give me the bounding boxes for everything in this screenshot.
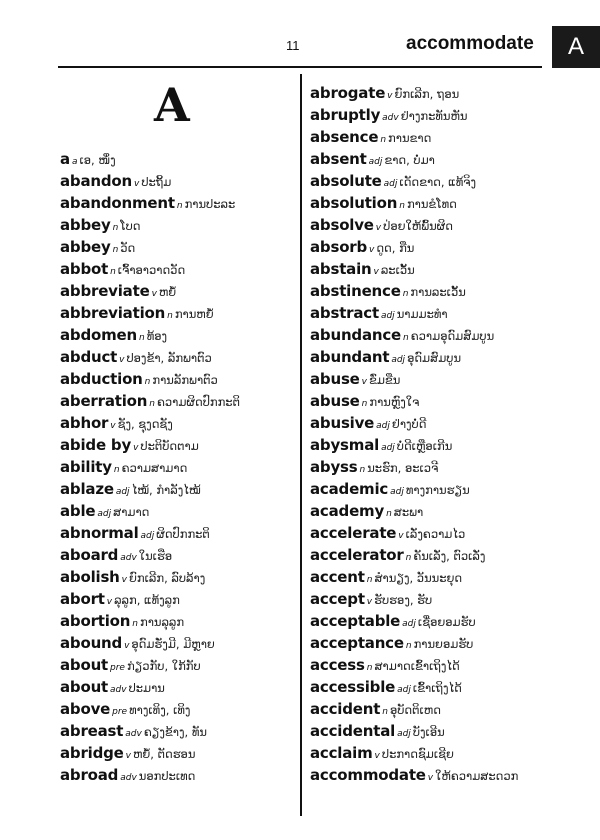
entry-headword: about	[60, 656, 109, 674]
dictionary-entry	[60, 258, 296, 280]
entry-part-of-speech: n	[366, 575, 373, 585]
entry-translation: ຄັນເລັ່ງ, ຕົວເລັ່ງ	[413, 549, 486, 563]
entry-part-of-speech: v	[374, 751, 380, 761]
dictionary-entry	[310, 82, 546, 104]
entry-headword: aboard	[60, 546, 119, 564]
dictionary-entry	[310, 566, 546, 588]
entry-headword: academy	[310, 502, 385, 520]
dictionary-entry	[60, 236, 296, 258]
dictionary-entry	[310, 104, 546, 126]
entry-headword: abbreviation	[60, 304, 166, 322]
entry-headword: abridge	[60, 744, 124, 762]
column-divider	[300, 74, 302, 816]
entry-headword: above	[60, 700, 111, 718]
entry-part-of-speech: n	[149, 399, 155, 409]
dictionary-entry	[60, 390, 296, 412]
dictionary-entry	[60, 302, 296, 324]
entry-headword: abuse	[310, 370, 360, 388]
entry-headword: aberration	[60, 392, 148, 410]
entry-translation: ຄວາມອຸດົມສົມບູນ	[410, 329, 495, 343]
entry-translation: ການລະເວັ້ນ	[410, 285, 466, 299]
entry-translation: ຂາດ, ບໍ່ມາ	[384, 153, 435, 167]
entry-translation: ເຊື່ອຍອມຮັບ	[417, 615, 476, 629]
dictionary-entry	[60, 148, 296, 170]
entry-part-of-speech: a	[71, 157, 78, 167]
entry-translation: ຍົກເລີກ, ລົບລ້າງ	[128, 571, 206, 585]
entry-translation: ເອ, ໜຶ່ງ	[79, 153, 116, 167]
entry-translation: ເລັ່ງຄວາມໄວ	[405, 527, 466, 541]
entry-translation: ປອງຂ້າ, ລັກພາຕົວ	[126, 351, 212, 365]
entry-translation: ການຫຍໍ້	[174, 307, 214, 321]
entry-translation: ການຫຼົງໃຈ	[369, 395, 420, 409]
entry-translation: ໃຫ້ຄວາມສະດວກ	[435, 769, 519, 783]
entry-part-of-speech: n	[138, 333, 145, 343]
entry-part-of-speech: adj	[391, 355, 406, 365]
entry-headword: abolish	[60, 568, 120, 586]
entry-headword: accent	[310, 568, 365, 586]
entry-part-of-speech: adj	[376, 421, 390, 431]
entry-headword: absolute	[310, 172, 382, 190]
entry-headword: abdomen	[60, 326, 137, 344]
entry-part-of-speech: adv	[125, 729, 142, 739]
page-number: 11	[286, 38, 300, 53]
entry-headword: abstract	[310, 304, 379, 322]
entry-headword: accidental	[310, 722, 396, 740]
dictionary-entry	[60, 456, 296, 478]
dictionary-entry	[60, 346, 296, 368]
entry-translation: ເຈົ້າອາວາດວັດ	[117, 263, 186, 277]
dictionary-entry	[60, 720, 296, 742]
entry-translation: ທາງເທິງ, ເທິງ	[129, 703, 191, 717]
dictionary-entry	[60, 654, 296, 676]
dictionary-entry	[60, 588, 296, 610]
dictionary-entry	[310, 170, 546, 192]
entry-part-of-speech: v	[119, 355, 125, 365]
entry-translation: ອຸດົມສົມບູນ	[407, 351, 462, 365]
dictionary-entry	[310, 500, 546, 522]
dictionary-entry	[60, 192, 296, 214]
entry-part-of-speech: n	[359, 465, 366, 475]
entry-part-of-speech: v	[133, 179, 140, 189]
dictionary-entry	[60, 280, 296, 302]
entry-translation: ເຂົ້າເຖິງໄດ້	[412, 681, 462, 695]
dictionary-entry	[310, 302, 546, 324]
entry-translation: ການຂາດ	[388, 131, 432, 145]
entry-part-of-speech: adj	[397, 685, 411, 695]
entry-part-of-speech: v	[427, 773, 434, 783]
entry-translation: ປະກາດຊົມເຊີຍ	[381, 747, 454, 761]
entry-headword: abduct	[60, 348, 118, 366]
entry-translation: ອຸດົມຮັ່ງມີ, ມີຫຼາຍ	[131, 637, 215, 651]
entry-part-of-speech: adj	[390, 487, 404, 497]
entry-translation: ຢ່າງກະທັນຫັນ	[400, 109, 468, 123]
dictionary-entry	[310, 126, 546, 148]
dictionary-entry	[60, 170, 296, 192]
entry-translation: ເດັດຂາດ, ແທ້ຈິງ	[399, 175, 477, 189]
entry-headword: abstain	[310, 260, 372, 278]
right-column	[310, 82, 546, 786]
entry-headword: absence	[310, 128, 379, 146]
entry-translation: ວັດ	[120, 241, 136, 255]
dictionary-entry	[60, 412, 296, 434]
entry-headword: accelerate	[310, 524, 397, 542]
entry-translation: ຮັບຮອງ, ຮັບ	[374, 593, 433, 607]
dictionary-entry	[60, 676, 296, 698]
entry-headword: ability	[60, 458, 112, 476]
dictionary-entry	[310, 412, 546, 434]
dictionary-entry	[60, 368, 296, 390]
entry-translation: ຂົ່ມຂືນ	[368, 373, 401, 387]
entry-headword: abreast	[60, 722, 124, 740]
dictionary-entry	[60, 632, 296, 654]
entry-part-of-speech: n	[132, 619, 138, 629]
entry-part-of-speech: v	[373, 267, 379, 277]
dictionary-entry	[60, 698, 296, 720]
entry-headword: abandon	[60, 172, 132, 190]
entry-translation: ບັງເອີນ	[412, 725, 445, 739]
entry-headword: able	[60, 502, 96, 520]
entry-headword: accident	[310, 700, 381, 718]
entry-part-of-speech: pre	[112, 707, 128, 717]
dictionary-entry	[310, 654, 546, 676]
header-divider	[58, 66, 542, 68]
entry-translation: ປ່ອຍໃຫ້ພົ້ນຜິດ	[383, 219, 453, 233]
dictionary-entry	[60, 610, 296, 632]
guide-word: accommodate	[406, 33, 534, 54]
entry-part-of-speech: n	[144, 377, 151, 387]
entry-part-of-speech: v	[387, 91, 393, 101]
entry-part-of-speech: n	[403, 333, 409, 343]
entry-headword: abusive	[310, 414, 375, 432]
entry-translation: ນອກປະເທດ	[138, 769, 196, 783]
entry-headword: a	[60, 150, 70, 168]
entry-translation: ດູດ, ກືນ	[376, 241, 415, 255]
dictionary-entry	[310, 720, 546, 742]
entry-translation: ຄວາມສາມາດ	[121, 461, 188, 475]
entry-translation: ສະພາ	[393, 505, 424, 519]
entry-headword: abruptly	[310, 106, 381, 124]
dictionary-entry	[310, 544, 546, 566]
entry-translation: ກ່ຽວກັບ, ໃກ້ກັບ	[126, 659, 201, 673]
entry-part-of-speech: n	[386, 509, 392, 519]
entry-part-of-speech: adj	[115, 487, 130, 497]
dictionary-entry	[310, 522, 546, 544]
entry-part-of-speech: v	[398, 531, 404, 541]
entry-headword: acceptable	[310, 612, 401, 630]
entry-headword: acclaim	[310, 744, 373, 762]
entry-translation: ຊັງ, ຊຸງດຊັງ	[117, 417, 173, 431]
entry-part-of-speech: v	[366, 597, 373, 607]
entry-translation: ສຳນຽງ, ວັນນະຍຸດ	[374, 571, 463, 585]
entry-part-of-speech: n	[361, 399, 368, 409]
entry-translation: ບໍ່ດີເຫຼືອເກີນ	[396, 439, 453, 453]
entry-translation: ການປະລະ	[184, 197, 236, 211]
dictionary-entry	[310, 764, 546, 786]
entry-translation: ການລັກພາຕົວ	[152, 373, 218, 387]
entry-headword: abhor	[60, 414, 109, 432]
dictionary-entry	[310, 610, 546, 632]
entry-part-of-speech: n	[112, 245, 119, 255]
entry-translation: ປະຕິບັດຕາມ	[140, 439, 199, 453]
entry-part-of-speech: pre	[110, 663, 125, 673]
entry-part-of-speech: n	[112, 223, 119, 233]
entry-headword: abnormal	[60, 524, 139, 542]
letter-tab: A	[552, 26, 600, 68]
dictionary-entry	[310, 632, 546, 654]
entry-part-of-speech: n	[380, 135, 387, 145]
dictionary-entry	[310, 742, 546, 764]
entry-part-of-speech: adv	[110, 685, 127, 695]
dictionary-entry	[310, 368, 546, 390]
entry-translation: ອຸບັດຕິເຫດ	[389, 703, 441, 717]
entry-part-of-speech: adj	[402, 619, 416, 629]
entry-headword: accelerator	[310, 546, 404, 564]
entry-part-of-speech: v	[369, 245, 375, 255]
entry-headword: abortion	[60, 612, 131, 630]
entry-headword: abundant	[310, 348, 390, 366]
dictionary-entry	[310, 456, 546, 478]
entry-translation: ລະເວັ້ນ	[380, 263, 415, 277]
entry-part-of-speech: v	[110, 421, 116, 431]
dictionary-entry	[310, 324, 546, 346]
entry-translation: ຄຽງຂ້າງ, ທັນ	[143, 725, 207, 739]
dictionary-entry	[60, 544, 296, 566]
entry-headword: abduction	[60, 370, 143, 388]
entry-part-of-speech: adj	[97, 509, 112, 519]
dictionary-entry	[310, 148, 546, 170]
entry-headword: ablaze	[60, 480, 114, 498]
entry-part-of-speech: adj	[383, 179, 398, 189]
entry-headword: accessible	[310, 678, 396, 696]
entry-part-of-speech: adj	[381, 443, 395, 453]
entry-part-of-speech: adj	[380, 311, 395, 321]
entry-headword: abbreviate	[60, 282, 150, 300]
entry-headword: absorb	[310, 238, 368, 256]
entry-part-of-speech: n	[167, 311, 173, 321]
dictionary-entry	[60, 566, 296, 588]
entry-part-of-speech: v	[375, 223, 382, 233]
entry-part-of-speech: adj	[140, 531, 155, 541]
entry-headword: about	[60, 678, 109, 696]
entry-part-of-speech: adj	[397, 729, 411, 739]
dictionary-entry	[60, 522, 296, 544]
entry-headword: abbot	[60, 260, 109, 278]
entry-headword: abrogate	[310, 84, 386, 102]
entry-headword: academic	[310, 480, 389, 498]
entry-part-of-speech: v	[106, 597, 113, 607]
entry-part-of-speech: n	[366, 663, 373, 673]
entry-translation: ໂບດ	[120, 219, 141, 233]
dictionary-entry	[310, 236, 546, 258]
entry-translation: ສາມາດເຂົ້າເຖິງໄດ້	[374, 659, 460, 673]
entry-translation: ຍົກເລີກ, ຖອນ	[394, 87, 460, 101]
dictionary-entry	[60, 500, 296, 522]
entry-headword: abysmal	[310, 436, 380, 454]
dictionary-entry	[310, 390, 546, 412]
entry-part-of-speech: v	[361, 377, 367, 387]
dictionary-entry	[310, 192, 546, 214]
entry-part-of-speech: n	[402, 289, 409, 299]
entry-part-of-speech: v	[121, 575, 127, 585]
entry-headword: abuse	[310, 392, 360, 410]
entry-headword: abstinence	[310, 282, 401, 300]
entry-headword: accommodate	[310, 766, 426, 784]
entry-headword: abyss	[310, 458, 358, 476]
entry-translation: ໄໝ້, ກຳລັງໄໝ້	[131, 483, 201, 497]
section-letter: A	[154, 78, 189, 132]
entry-part-of-speech: v	[151, 289, 157, 299]
entry-part-of-speech: v	[133, 443, 139, 453]
entry-headword: access	[310, 656, 365, 674]
entry-part-of-speech: n	[405, 641, 412, 651]
dictionary-entry	[310, 698, 546, 720]
dictionary-entry	[310, 676, 546, 698]
entry-part-of-speech: adv	[382, 113, 399, 123]
entry-translation: ຢ່າງບໍ່ດີ	[391, 417, 427, 431]
entry-part-of-speech: v	[124, 641, 130, 651]
entry-headword: absolution	[310, 194, 398, 212]
entry-translation: ທາງການຮຽນ	[405, 483, 470, 497]
dictionary-entry	[60, 764, 296, 786]
entry-headword: abide by	[60, 436, 132, 454]
dictionary-entry	[60, 324, 296, 346]
entry-part-of-speech: n	[399, 201, 405, 211]
entry-part-of-speech: v	[125, 751, 131, 761]
entry-headword: absolve	[310, 216, 374, 234]
entry-headword: acceptance	[310, 634, 404, 652]
entry-headword: abroad	[60, 766, 119, 784]
entry-translation: ນະຮົກ, ອະເວຈີ	[367, 461, 439, 475]
dictionary-entry	[310, 214, 546, 236]
entry-translation: ປະມານ	[128, 681, 165, 695]
dictionary-entry	[60, 214, 296, 236]
entry-translation: ລຸລູກ, ແທ້ງລູກ	[114, 593, 180, 607]
dictionary-entry	[60, 742, 296, 764]
dictionary-entry	[60, 478, 296, 500]
entry-headword: abbey	[60, 216, 111, 234]
entry-translation: ຫຍໍ້, ຕັດຮອນ	[132, 747, 196, 761]
entry-headword: abundance	[310, 326, 402, 344]
entry-part-of-speech: adj	[368, 157, 383, 167]
entry-translation: ຄວາມຜິດປົກກະຕິ	[156, 395, 240, 409]
entry-translation: ການຍອມຮັບ	[413, 637, 474, 651]
entry-part-of-speech: n	[405, 553, 412, 563]
entry-translation: ປະຖິ້ມ	[141, 175, 172, 189]
entry-part-of-speech: n	[382, 707, 388, 717]
entry-translation: ໃນເຮືອ	[138, 549, 173, 563]
entry-headword: absent	[310, 150, 367, 168]
entry-translation: ນາມມະທຳ	[396, 307, 448, 321]
entry-part-of-speech: n	[110, 267, 116, 277]
entry-translation: ການລຸລູກ	[139, 615, 185, 629]
entry-part-of-speech: n	[176, 201, 183, 211]
dictionary-entry	[310, 588, 546, 610]
entry-translation: ຜິດປົກກະຕິ	[156, 527, 210, 541]
entry-part-of-speech: adv	[120, 553, 137, 563]
entry-part-of-speech: adv	[120, 773, 137, 783]
dictionary-entry	[310, 434, 546, 456]
entry-translation: ການຂໍໂທດ	[406, 197, 457, 211]
dictionary-entry	[310, 346, 546, 368]
left-column	[60, 148, 296, 786]
entry-translation: ສາມາດ	[113, 505, 150, 519]
dictionary-entry	[310, 478, 546, 500]
entry-headword: accept	[310, 590, 365, 608]
entry-headword: abound	[60, 634, 123, 652]
entry-headword: abort	[60, 590, 105, 608]
entry-headword: abbey	[60, 238, 111, 256]
entry-translation: ຫຍໍ້	[158, 285, 177, 299]
dictionary-entry	[60, 434, 296, 456]
entry-translation: ທ້ອງ	[146, 329, 168, 343]
dictionary-entry	[310, 280, 546, 302]
page-header	[0, 0, 600, 70]
dictionary-entry	[310, 258, 546, 280]
entry-headword: abandonment	[60, 194, 175, 212]
entry-part-of-speech: n	[113, 465, 120, 475]
